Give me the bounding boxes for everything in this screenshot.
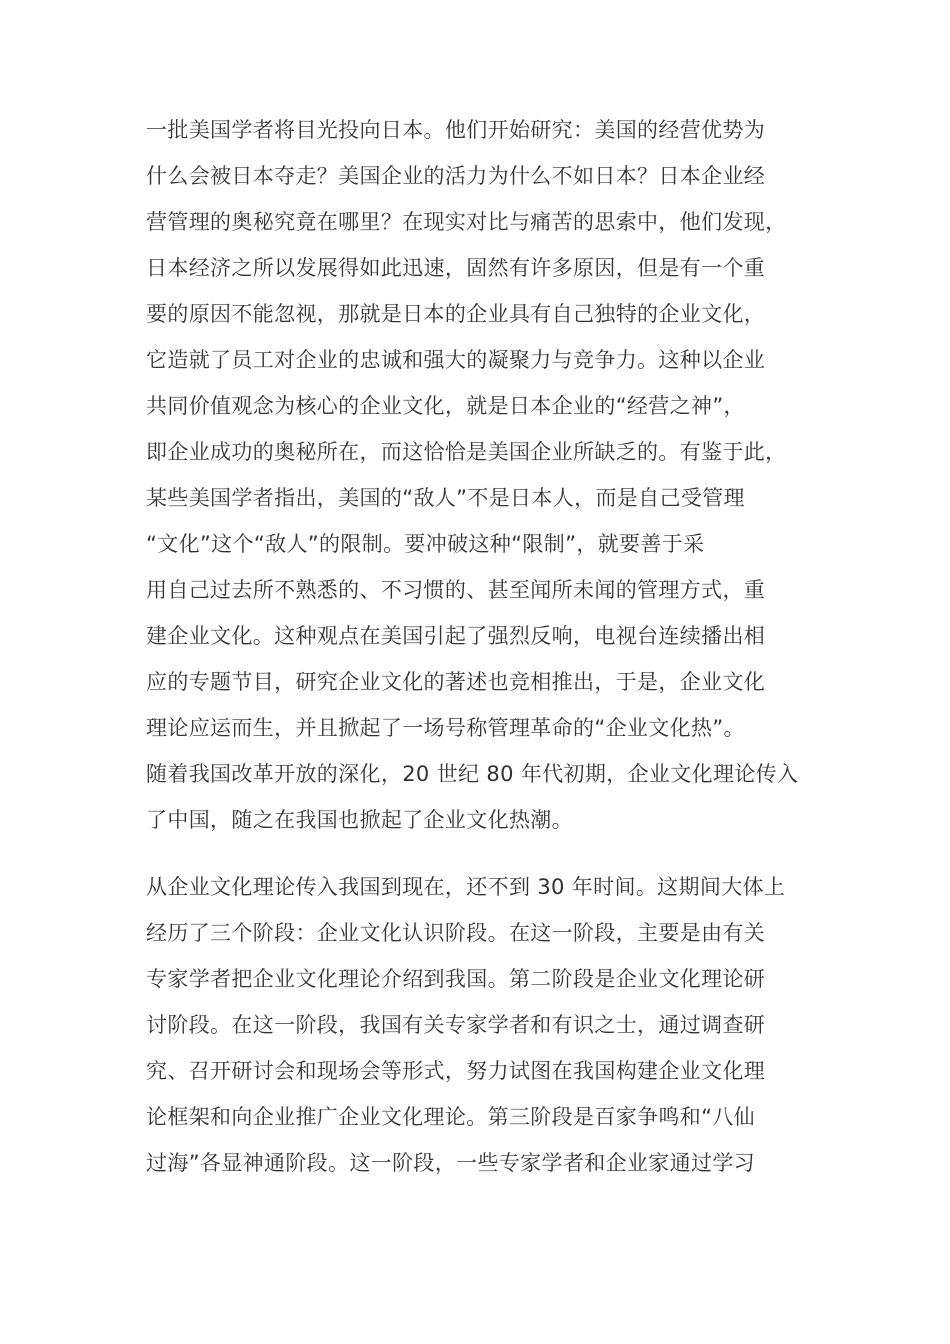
text-line: 经历了三个阶段：企业文化认识阶段。在这一阶段，主要是由有关	[146, 921, 766, 945]
text-line: 究、召开研讨会和现场会等形式，努力试图在我国构建企业文化理	[146, 1059, 766, 1083]
body-paragraph-2	[146, 864, 806, 1186]
text-line: 随着我国改革开放的深化，20 世纪 80 年代初期，企业文化理论传入	[146, 762, 799, 786]
text-line: 专家学者把企业文化理论介绍到我国。第二阶段是企业文化理论研	[146, 967, 766, 991]
text-line: 过海”各显神通阶段。这一阶段，一些专家学者和企业家通过学习	[146, 1151, 756, 1175]
text-line: 从企业文化理论传入我国到现在，还不到 30 年时间。这期间大体上	[146, 875, 786, 899]
text-line: 共同价值观念为核心的企业文化，就是日本企业的“经营之神”，	[146, 394, 745, 418]
text-line: 营管理的奥秘究竟在哪里？在现实对比与痛苦的思索中，他们发现，	[146, 210, 787, 234]
text-line: 它造就了员工对企业的忠诚和强大的凝聚力与竞争力。这种以企业	[146, 348, 766, 372]
text-line: 理论应运而生，并且掀起了一场号称管理革命的“企业文化热”。	[146, 716, 745, 740]
text-line: 即企业成功的奥秘所在，而这恰恰是美国企业所缺乏的。有鉴于此，	[146, 440, 787, 464]
text-line: 论框架和向企业推广企业文化理论。第三阶段是百家争鸣和“八仙	[146, 1105, 756, 1129]
text-line: 建企业文化。这种观点在美国引起了强烈反响，电视台连续播出相	[146, 624, 766, 648]
text-line: 了中国，随之在我国也掀起了企业文化热潮。	[146, 808, 573, 832]
text-line: 讨阶段。在这一阶段，我国有关专家学者和有识之士，通过调查研	[146, 1013, 766, 1037]
text-line: 日本经济之所以发展得如此迅速，固然有许多原因，但是有一个重	[146, 256, 766, 280]
text-line: 应的专题节目，研究企业文化的著述也竞相推出，于是，企业文化	[146, 670, 766, 694]
text-line: 什么会被日本夺走？美国企业的活力为什么不如日本？日本企业经	[146, 164, 766, 188]
text-line: 要的原因不能忽视，那就是日本的企业具有自己独特的企业文化，	[146, 302, 766, 326]
body-paragraph-1	[146, 107, 806, 843]
text-line: 用自己过去所不熟悉的、不习惯的、甚至闻所未闻的管理方式，重	[146, 578, 766, 602]
text-line: “文化”这个“敌人”的限制。要冲破这种“限制”，就要善于采	[146, 532, 705, 556]
text-line: 某些美国学者指出，美国的“敌人”不是日本人，而是自己受管理	[146, 486, 745, 510]
text-line: 一批美国学者将目光投向日本。他们开始研究：美国的经营优势为	[146, 118, 766, 142]
